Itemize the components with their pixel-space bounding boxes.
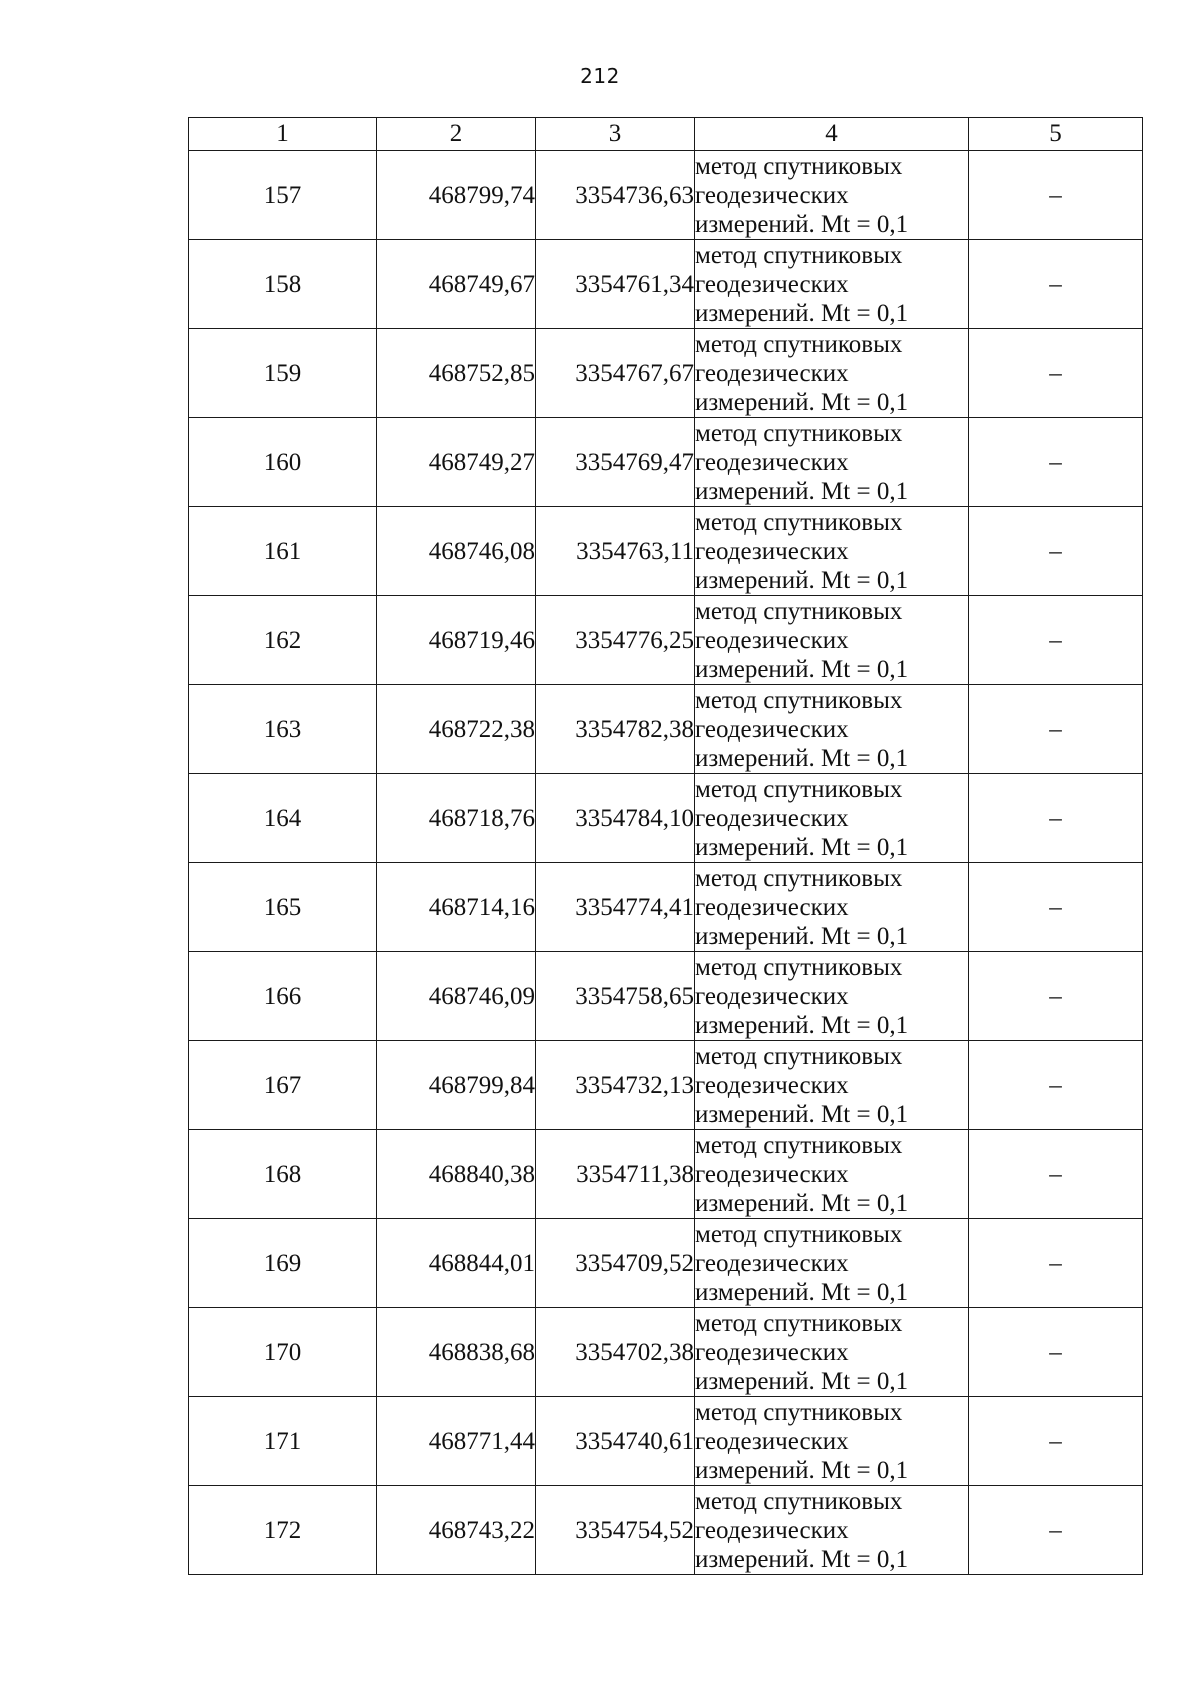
method-line-2: геодезических — [695, 1249, 849, 1277]
method-description — [695, 1130, 969, 1219]
point-number: 158 — [189, 240, 377, 329]
method-description — [695, 685, 969, 774]
x-coordinate: 468719,46 — [377, 596, 536, 685]
method-description — [695, 151, 969, 240]
y-coordinate: 3354776,25 — [536, 596, 695, 685]
table-row — [189, 685, 1143, 774]
method-line-2: геодезических — [695, 181, 849, 209]
x-coordinate: 468799,74 — [377, 151, 536, 240]
method-description — [695, 1397, 969, 1486]
method-line-3: измерений. Mt = 0,1 — [695, 922, 909, 950]
table-row — [189, 507, 1143, 596]
point-number: 157 — [189, 151, 377, 240]
method-description — [695, 596, 969, 685]
point-number: 160 — [189, 418, 377, 507]
method-line-1: метод спутниковых — [695, 241, 903, 269]
y-coordinate: 3354758,65 — [536, 952, 695, 1041]
y-coordinate: 3354732,13 — [536, 1041, 695, 1130]
note-cell: – — [969, 685, 1143, 774]
header-col-4: 4 — [695, 118, 969, 151]
point-number: 172 — [189, 1486, 377, 1575]
method-description — [695, 329, 969, 418]
method-line-2: геодезических — [695, 715, 849, 743]
method-line-1: метод спутниковых — [695, 686, 903, 714]
method-line-1: метод спутниковых — [695, 1309, 903, 1337]
table-row — [189, 240, 1143, 329]
method-line-1: метод спутниковых — [695, 864, 903, 892]
method-description — [695, 1219, 969, 1308]
method-line-1: метод спутниковых — [695, 330, 903, 358]
method-line-3: измерений. Mt = 0,1 — [695, 1100, 909, 1128]
method-description — [695, 240, 969, 329]
x-coordinate: 468840,38 — [377, 1130, 536, 1219]
x-coordinate: 468746,09 — [377, 952, 536, 1041]
method-line-2: геодезических — [695, 982, 849, 1010]
point-number: 167 — [189, 1041, 377, 1130]
method-line-2: геодезических — [695, 804, 849, 832]
point-number: 159 — [189, 329, 377, 418]
method-line-1: метод спутниковых — [695, 953, 903, 981]
point-number: 171 — [189, 1397, 377, 1486]
point-number: 164 — [189, 774, 377, 863]
method-line-3: измерений. Mt = 0,1 — [695, 1278, 909, 1306]
method-line-3: измерений. Mt = 0,1 — [695, 833, 909, 861]
table-row — [189, 1041, 1143, 1130]
method-line-2: геодезических — [695, 1516, 849, 1544]
y-coordinate: 3354782,38 — [536, 685, 695, 774]
note-cell: – — [969, 774, 1143, 863]
method-line-3: измерений. Mt = 0,1 — [695, 655, 909, 683]
y-coordinate: 3354740,61 — [536, 1397, 695, 1486]
y-coordinate: 3354774,41 — [536, 863, 695, 952]
method-line-3: измерений. Mt = 0,1 — [695, 1367, 909, 1395]
x-coordinate: 468743,22 — [377, 1486, 536, 1575]
table-row — [189, 418, 1143, 507]
note-cell: – — [969, 596, 1143, 685]
note-cell: – — [969, 1486, 1143, 1575]
method-line-1: метод спутниковых — [695, 1487, 903, 1515]
note-cell: – — [969, 952, 1143, 1041]
method-line-2: геодезических — [695, 448, 849, 476]
point-number: 168 — [189, 1130, 377, 1219]
table-body — [189, 151, 1143, 1575]
method-line-2: геодезических — [695, 1338, 849, 1366]
x-coordinate: 468749,67 — [377, 240, 536, 329]
point-number: 165 — [189, 863, 377, 952]
method-line-2: геодезических — [695, 537, 849, 565]
y-coordinate: 3354754,52 — [536, 1486, 695, 1575]
table-row — [189, 952, 1143, 1041]
x-coordinate: 468746,08 — [377, 507, 536, 596]
note-cell: – — [969, 1130, 1143, 1219]
method-description — [695, 1041, 969, 1130]
x-coordinate: 468752,85 — [377, 329, 536, 418]
y-coordinate: 3354763,11 — [536, 507, 695, 596]
note-cell: – — [969, 151, 1143, 240]
method-line-3: измерений. Mt = 0,1 — [695, 1189, 909, 1217]
method-line-1: метод спутниковых — [695, 508, 903, 536]
x-coordinate: 468771,44 — [377, 1397, 536, 1486]
method-line-1: метод спутниковых — [695, 1131, 903, 1159]
header-col-2: 2 — [377, 118, 536, 151]
table-row — [189, 151, 1143, 240]
method-line-2: геодезических — [695, 893, 849, 921]
method-line-3: измерений. Mt = 0,1 — [695, 566, 909, 594]
method-description — [695, 774, 969, 863]
y-coordinate: 3354784,10 — [536, 774, 695, 863]
method-line-1: метод спутниковых — [695, 775, 903, 803]
table-row — [189, 1486, 1143, 1575]
page-number: 212 — [580, 64, 620, 88]
method-line-1: метод спутниковых — [695, 597, 903, 625]
method-description — [695, 1308, 969, 1397]
method-description — [695, 863, 969, 952]
method-line-2: геодезических — [695, 1160, 849, 1188]
note-cell: – — [969, 863, 1143, 952]
table-header — [189, 118, 1143, 151]
header-col-5: 5 — [969, 118, 1143, 151]
method-line-3: измерений. Mt = 0,1 — [695, 1456, 909, 1484]
table-row — [189, 863, 1143, 952]
x-coordinate: 468844,01 — [377, 1219, 536, 1308]
method-line-1: метод спутниковых — [695, 152, 903, 180]
table-row — [189, 1397, 1143, 1486]
method-description — [695, 507, 969, 596]
x-coordinate: 468838,68 — [377, 1308, 536, 1397]
method-line-3: измерений. Mt = 0,1 — [695, 299, 909, 327]
method-line-2: геодезических — [695, 1071, 849, 1099]
method-line-3: измерений. Mt = 0,1 — [695, 477, 909, 505]
method-line-1: метод спутниковых — [695, 419, 903, 447]
point-number: 163 — [189, 685, 377, 774]
note-cell: – — [969, 240, 1143, 329]
point-number: 166 — [189, 952, 377, 1041]
x-coordinate: 468722,38 — [377, 685, 536, 774]
x-coordinate: 468799,84 — [377, 1041, 536, 1130]
point-number: 170 — [189, 1308, 377, 1397]
header-col-1: 1 — [189, 118, 377, 151]
header-col-3: 3 — [536, 118, 695, 151]
x-coordinate: 468718,76 — [377, 774, 536, 863]
method-description — [695, 1486, 969, 1575]
note-cell: – — [969, 329, 1143, 418]
header-row — [189, 118, 1143, 151]
note-cell: – — [969, 418, 1143, 507]
coordinates-table — [188, 117, 1143, 1575]
method-description — [695, 952, 969, 1041]
y-coordinate: 3354702,38 — [536, 1308, 695, 1397]
method-description — [695, 418, 969, 507]
table-row — [189, 596, 1143, 685]
method-line-2: геодезических — [695, 270, 849, 298]
method-line-2: геодезических — [695, 626, 849, 654]
table-row — [189, 1308, 1143, 1397]
table-row — [189, 1219, 1143, 1308]
method-line-2: геодезических — [695, 1427, 849, 1455]
note-cell: – — [969, 1308, 1143, 1397]
point-number: 169 — [189, 1219, 377, 1308]
y-coordinate: 3354736,63 — [536, 151, 695, 240]
method-line-3: измерений. Mt = 0,1 — [695, 1545, 909, 1573]
note-cell: – — [969, 1219, 1143, 1308]
method-line-3: измерений. Mt = 0,1 — [695, 1011, 909, 1039]
method-line-3: измерений. Mt = 0,1 — [695, 744, 909, 772]
table-row — [189, 1130, 1143, 1219]
y-coordinate: 3354709,52 — [536, 1219, 695, 1308]
table-row — [189, 329, 1143, 418]
note-cell: – — [969, 507, 1143, 596]
method-line-3: измерений. Mt = 0,1 — [695, 210, 909, 238]
point-number: 162 — [189, 596, 377, 685]
note-cell: – — [969, 1397, 1143, 1486]
y-coordinate: 3354761,34 — [536, 240, 695, 329]
method-line-1: метод спутниковых — [695, 1398, 903, 1426]
y-coordinate: 3354767,67 — [536, 329, 695, 418]
x-coordinate: 468714,16 — [377, 863, 536, 952]
point-number: 161 — [189, 507, 377, 596]
note-cell: – — [969, 1041, 1143, 1130]
method-line-2: геодезических — [695, 359, 849, 387]
method-line-1: метод спутниковых — [695, 1042, 903, 1070]
x-coordinate: 468749,27 — [377, 418, 536, 507]
y-coordinate: 3354769,47 — [536, 418, 695, 507]
y-coordinate: 3354711,38 — [536, 1130, 695, 1219]
method-line-3: измерений. Mt = 0,1 — [695, 388, 909, 416]
table-row — [189, 774, 1143, 863]
method-line-1: метод спутниковых — [695, 1220, 903, 1248]
